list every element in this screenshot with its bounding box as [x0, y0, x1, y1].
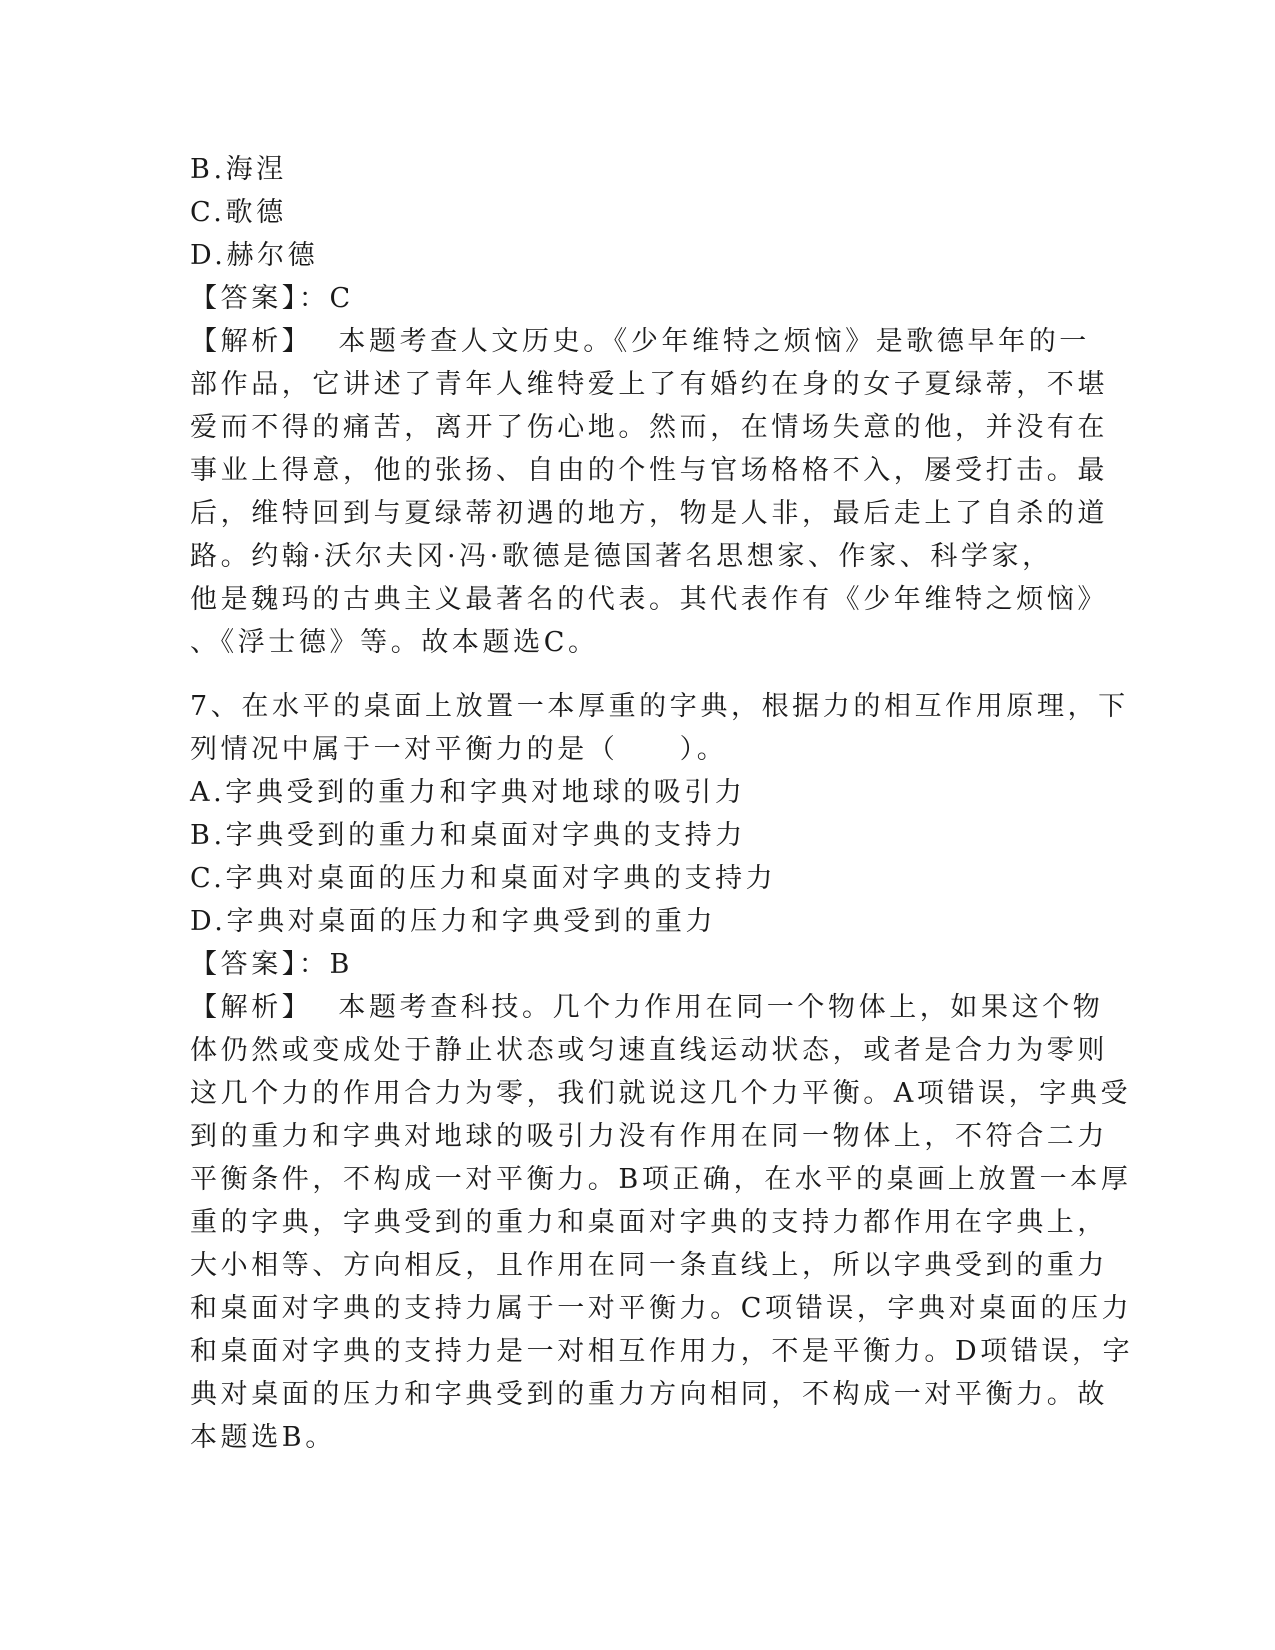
analysis-text: 本题选B。	[190, 1422, 336, 1453]
question-6-answer: 【答案】：C	[190, 283, 354, 314]
analysis-text: 本题考查人文历史。《少年维特之烦恼》是歌德早年的一	[338, 326, 1090, 357]
analysis-text: 爱而不得的痛苦，离开了伤心地。然而，在情场失意的他，并没有在	[190, 412, 1108, 443]
analysis-text: 重的字典，字典受到的重力和桌面对字典的支持力都作用在字典上，	[190, 1207, 1108, 1238]
question-7-stem	[190, 685, 1129, 771]
question-6-analysis	[190, 320, 1108, 664]
question-text: 7、在水平的桌面上放置一本厚重的字典，根据力的相互作用原理，下	[190, 691, 1129, 722]
analysis-first-line	[190, 320, 1090, 363]
option-a: A.字典受到的重力和字典对地球的吸引力	[190, 777, 746, 808]
option-b: B.海涅	[190, 154, 287, 185]
document-page	[190, 148, 1134, 1459]
question-6-options	[190, 148, 1090, 277]
analysis-text: 后，维特回到与夏绿蒂初遇的地方，物是人非，最后走上了自杀的道	[190, 498, 1108, 529]
option-d: D.赫尔德	[190, 240, 319, 271]
analysis-label: 【解析】	[190, 326, 313, 357]
analysis-text: 本题考查科技。几个力作用在同一个物体上，如果这个物	[338, 992, 1104, 1023]
option-b: B.字典受到的重力和桌面对字典的支持力	[190, 820, 746, 851]
analysis-text: 到的重力和字典对地球的吸引力没有作用在同一物体上，不符合二力	[190, 1121, 1108, 1152]
analysis-text: 、《浮士德》等。故本题选C。	[190, 627, 599, 658]
analysis-text: 这几个力的作用合力为零，我们就说这几个力平衡。A项错误，字典受	[190, 1078, 1132, 1109]
analysis-text: 部作品，它讲述了青年人维特爱上了有婚约在身的女子夏绿蒂，不堪	[190, 369, 1108, 400]
question-7-analysis	[190, 986, 1134, 1459]
analysis-text: 和桌面对字典的支持力属于一对平衡力。C项错误，字典对桌面的压力	[190, 1293, 1133, 1324]
analysis-text: 典对桌面的压力和字典受到的重力方向相同，不构成一对平衡力。故	[190, 1379, 1108, 1410]
analysis-text: 路。约翰·沃尔夫冈·冯·歌德是德国著名思想家、作家、科学家，	[190, 541, 1053, 572]
analysis-text: 大小相等、方向相反，且作用在同一条直线上，所以字典受到的重力	[190, 1250, 1108, 1281]
spacer	[190, 664, 1090, 685]
analysis-text: 和桌面对字典的支持力是一对相互作用力，不是平衡力。D项错误，字	[190, 1336, 1134, 1367]
analysis-first-line	[190, 986, 1104, 1029]
analysis-text: 体仍然或变成处于静止状态或匀速直线运动状态，或者是合力为零则	[190, 1035, 1108, 1066]
analysis-text: 平衡条件，不构成一对平衡力。B项正确，在水平的桌画上放置一本厚	[190, 1164, 1132, 1195]
question-7-options	[190, 771, 1090, 943]
analysis-text: 事业上得意，他的张扬、自由的个性与官场格格不入，屡受打击。最	[190, 455, 1108, 486]
option-c: C.歌德	[190, 197, 287, 228]
analysis-text: 他是魏玛的古典主义最著名的代表。其代表作有《少年维特之烦恼》	[190, 584, 1108, 615]
option-d: D.字典对桌面的压力和字典受到的重力	[190, 906, 717, 937]
question-7-answer: 【答案】：B	[190, 949, 353, 980]
option-c: C.字典对桌面的压力和桌面对字典的支持力	[190, 863, 777, 894]
question-text: 列情况中属于一对平衡力的是（ ）。	[190, 734, 728, 765]
analysis-label: 【解析】	[190, 992, 313, 1023]
